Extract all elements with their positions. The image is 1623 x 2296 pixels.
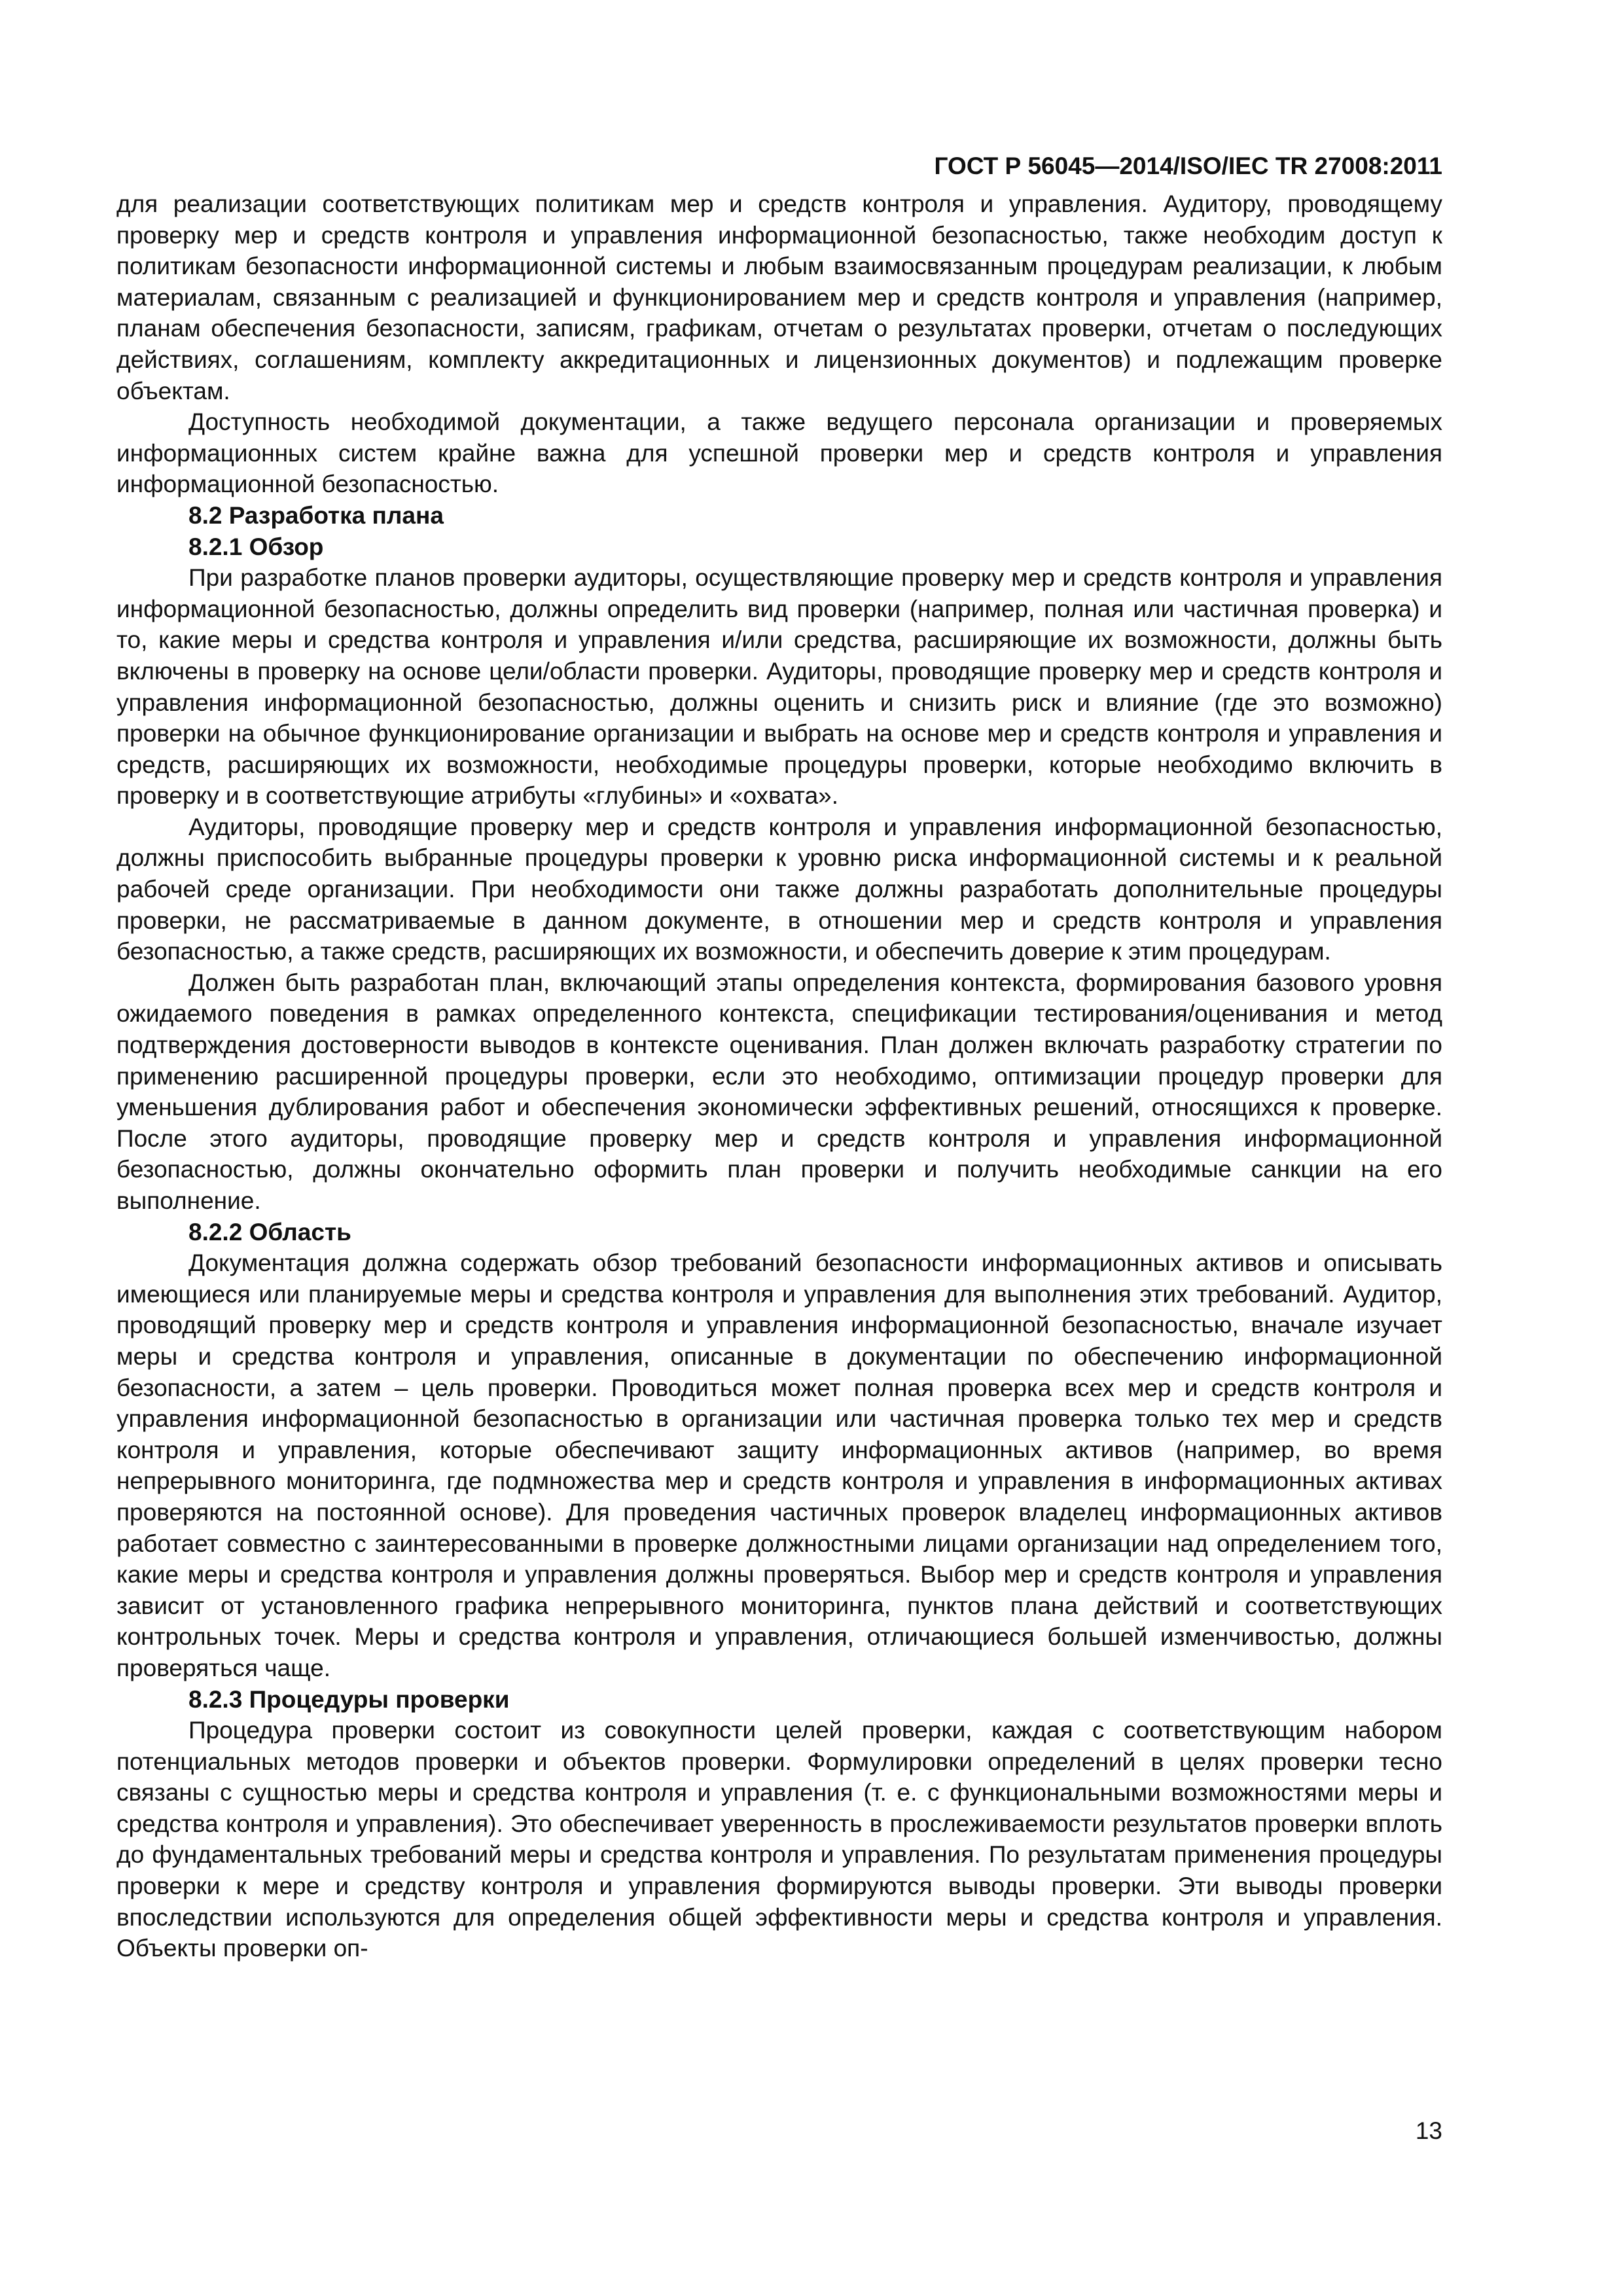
document-body bbox=[116, 188, 1442, 1964]
paragraph-plan-development: При разработке планов проверки аудиторы, осуществляющие проверку мер и средств контроля и управления информационной безопасностью, должны определить вид проверки (например, полная или частичная проверка) и то, какие меры и средства контроля и управления и/или средства, расширяющие их возможности, должны быть включены в проверку на основе цели/области проверки. Аудиторы, проводящие проверку мер и средств контроля и управления информационной безопасностью, должны оценить и снизить риск и влияние (где это возможно) проверки на обычное функционирование организации и выбрать на основе мер и средств контроля и управления и средств, расширяющих их возможности, необходимые процедуры проверки, которые необходимо включить в проверку и в соответствующие атрибуты «глубины» и «охвата». bbox=[116, 564, 1442, 810]
section-heading-8-2: 8.2 Разработка плана bbox=[188, 501, 444, 529]
paragraph-documentation-availability: Доступность необходимой документации, а также ведущего персонала организации и проверяемых информационных систем крайне важна для успешной проверки мер и средств контроля и управления информационной безопасностью. bbox=[116, 408, 1442, 498]
paragraph-auditor-adaptation: Аудиторы, проводящие проверку мер и средств контроля и управления информационной безопасностью, должны приспособить выбранные процедуры проверки к уровню риска информационной системы и к реальной рабочей среде организации. При необходимости они также должны разработать дополнительные процедуры проверки, не рассматриваемые в данном документе, в отношении мер и средств контроля и управления безопасностью, а также средств, расширяющих их возможности, и обеспечить доверие к этим процедурам. bbox=[116, 813, 1442, 965]
section-heading-8-2-2: 8.2.2 Область bbox=[188, 1218, 351, 1246]
paragraph-scope: Документация должна содержать обзор требований безопасности информационных активов и описывать имеющиеся или планируемые меры и средства контроля и управления для выполнения этих требований. Аудитор, проводящий проверку мер и средств контроля и управления информационной безопасностью, вначале изучает меры и средства контроля и управления, описанные в документации по обеспечению информационной безопасности, а затем – цель проверки. Проводиться может полная проверка всех мер и средств контроля и управления информационной безопасностью в организации или частичная проверка только тех мер и средств контроля и управления, которые обеспечивают защиту информационных активов (например, во время непрерывного мониторинга, где подмножества мер и средств контроля и управления в информационных активах проверяются на постоянной основе). Для проведения частичных проверок владелец информационных активов работает совместно с заинтересованными в проверке должностными лицами организации над определением того, какие меры и средства контроля и управления должны проверяться. Выбор мер и средств контроля и управления зависит от установленного графика непрерывного мониторинга, пунктов плана действий и соответствующих контрольных точек. Меры и средства контроля и управления, отличающиеся большей изменчивостью, должны проверяться чаще. bbox=[116, 1249, 1442, 1681]
paragraph-procedures: Процедура проверки состоит из совокупности целей проверки, каждая с соответствующим набором потенциальных методов проверки и объектов проверки. Формулировки определений в целях проверки тесно связаны с сущностью меры и средства контроля и управления (т. е. с функциональными возможностями меры и средства контроля и управления). Это обеспечивает уверенность в прослеживаемости результатов проверки вплоть до фундаментальных требований меры и средства контроля и управления. По результатам применения процедуры проверки к мере и средству контроля и управления формируются выводы проверки. Эти выводы проверки впоследствии используются для определения общей эффективности меры и средства контроля и управления. Объекты проверки оп- bbox=[116, 1717, 1442, 1962]
section-heading-8-2-1: 8.2.1 Обзор bbox=[188, 533, 324, 560]
standard-code-header: ГОСТ Р 56045—2014/ISO/IEC TR 27008:2011 bbox=[934, 152, 1442, 179]
paragraph-plan-stages: Должен быть разработан план, включающий этапы определения контекста, формирования базового уровня ожидаемого поведения в рамках определенного контекста, спецификации тестирования/оценивания и метод подтверждения достоверности выводов в контексте оценивания. План должен включать разработку стратегии по применению расширенной процедуры проверки, если это необходимо, оптимизации процедур проверки для уменьшения дублирования работ и обеспечения экономически эффективных решений, относящихся к проверке. После этого аудиторы, проводящие проверку мер и средств контроля и управления информационной безопасностью, должны окончательно оформить план проверки и получить необходимые санкции на его выполнение. bbox=[116, 969, 1442, 1214]
page-content bbox=[116, 152, 1442, 2246]
paragraph-continued: для реализации соответствующих политикам мер и средств контроля и управления. Аудитору, проводящему проверку мер и средств контроля и управления информационной безопасностью, также необходим доступ к политикам безопасности информационной системы и любым взаимосвязанным процедурам реализации, к любым материалам, связанным с реализацией и функционированием мер и средств контроля и управления (например, планам обеспечения безопасности, записям, графикам, отчетам о результатах проверки, отчетам о последующих действиях, соглашениям, комплекту аккредитационных и лицензионных документов) и подлежащим проверке объектам. bbox=[116, 190, 1442, 404]
section-heading-8-2-3: 8.2.3 Процедуры проверки bbox=[188, 1685, 510, 1713]
page-number: 13 bbox=[1415, 2117, 1442, 2144]
